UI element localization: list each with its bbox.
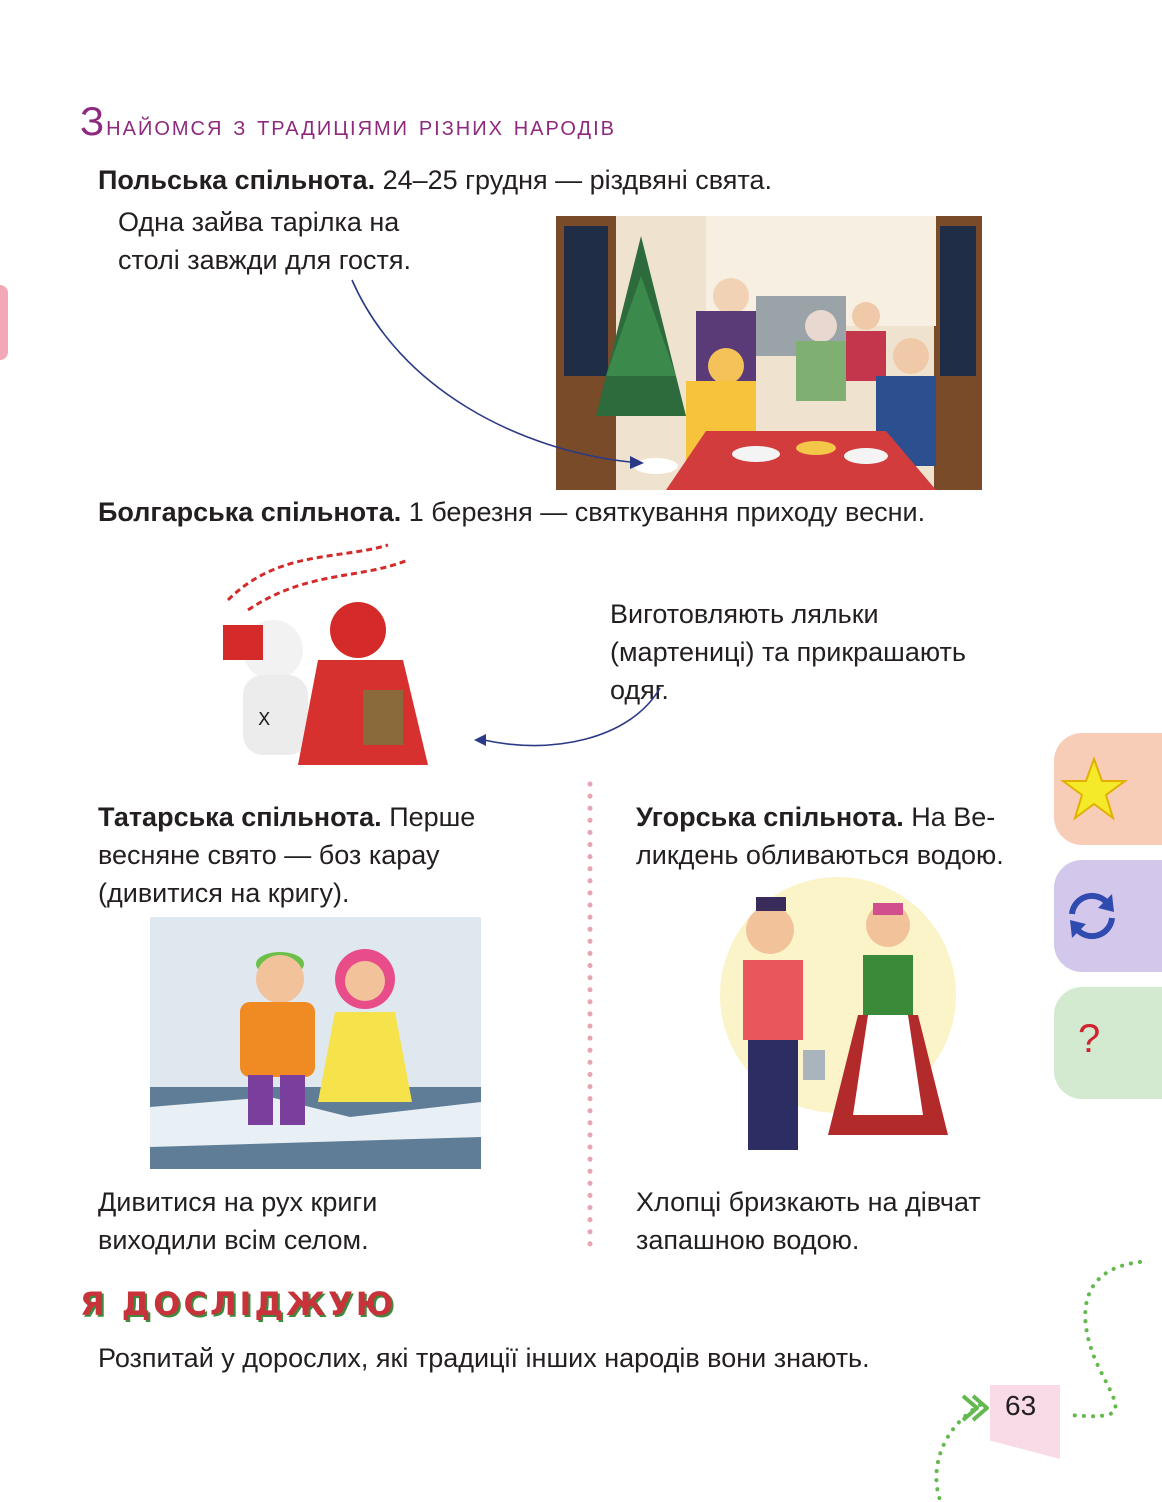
bulgarian-note-line3: одяг. xyxy=(610,675,669,705)
tatar-line2: весняне свято — боз карау xyxy=(98,840,440,870)
polish-note-line1: Одна зайва тарілка на xyxy=(118,207,400,237)
star-icon xyxy=(1059,755,1129,825)
hungarian-line2: ликдень обливаються водою. xyxy=(636,840,1004,870)
tatar-line1-rest: Перше xyxy=(389,802,476,832)
bulgarian-title: Болгарська спільнота. xyxy=(98,497,402,527)
polish-arrow xyxy=(340,270,660,480)
bulgarian-arrow xyxy=(470,680,690,760)
tab-refresh[interactable] xyxy=(1054,860,1162,972)
hungarian-caption xyxy=(636,1183,981,1259)
research-text: Розпитай у дорослих, які традиції інших народів вони знають. xyxy=(98,1343,870,1373)
polish-note-line2: столі завжди для гостя. xyxy=(118,245,411,275)
research-label xyxy=(80,1285,396,1325)
chevron-right-icon xyxy=(955,1390,995,1426)
section-heading xyxy=(80,100,616,145)
hungarian-caption-line1: Хлопці бризкають на дівчат xyxy=(636,1187,981,1217)
refresh-icon xyxy=(1060,884,1124,948)
hungarian-text xyxy=(636,798,1056,874)
tatar-text xyxy=(98,798,568,912)
hungarian-caption-line2: запашною водою. xyxy=(636,1225,860,1255)
tatar-caption xyxy=(98,1183,377,1259)
bulgarian-note-line1: Виготовляють ляльки xyxy=(610,599,879,629)
tatar-caption-line1: Дивитися на рух криги xyxy=(98,1187,378,1217)
edge-marker xyxy=(0,285,8,360)
easter-couple-illustration xyxy=(708,875,960,1165)
dotted-decoration xyxy=(900,1250,1162,1502)
polish-text: 24–25 грудня — різдвяні свята. xyxy=(382,165,772,195)
hungarian-line1-rest: На Ве- xyxy=(911,802,996,832)
tatar-caption-line2: виходили всім селом. xyxy=(98,1225,369,1255)
page-number: 63 xyxy=(1005,1390,1037,1421)
research-label-text: Я ДОСЛІДЖУЮ xyxy=(80,1285,397,1323)
bulgarian-text: 1 березня — святкування приходу весни. xyxy=(408,497,926,527)
column-divider xyxy=(582,780,598,1250)
bulgarian-line xyxy=(98,493,1098,531)
polish-note xyxy=(118,203,411,279)
question-icon: ? xyxy=(1078,1017,1101,1061)
polish-line xyxy=(98,161,998,199)
children-on-ice-illustration xyxy=(150,917,481,1169)
martenitsa-dolls-illustration xyxy=(188,540,464,790)
hungarian-title: Угорська спільнота. xyxy=(636,802,904,832)
tab-star[interactable] xyxy=(1054,733,1162,845)
tatar-line3: (дивитися на кригу). xyxy=(98,878,350,908)
tatar-title: Татарська спільнота. xyxy=(98,802,382,832)
svg-text:X: X xyxy=(258,709,271,730)
bulgarian-note-line2: (мартениці) та прикрашають xyxy=(610,637,966,667)
heading-text: найомся з традиціями різних народів xyxy=(106,110,616,141)
tab-question[interactable] xyxy=(1054,987,1162,1099)
heading-first-letter: З xyxy=(80,100,107,144)
polish-title: Польська спільнота. xyxy=(98,165,376,195)
